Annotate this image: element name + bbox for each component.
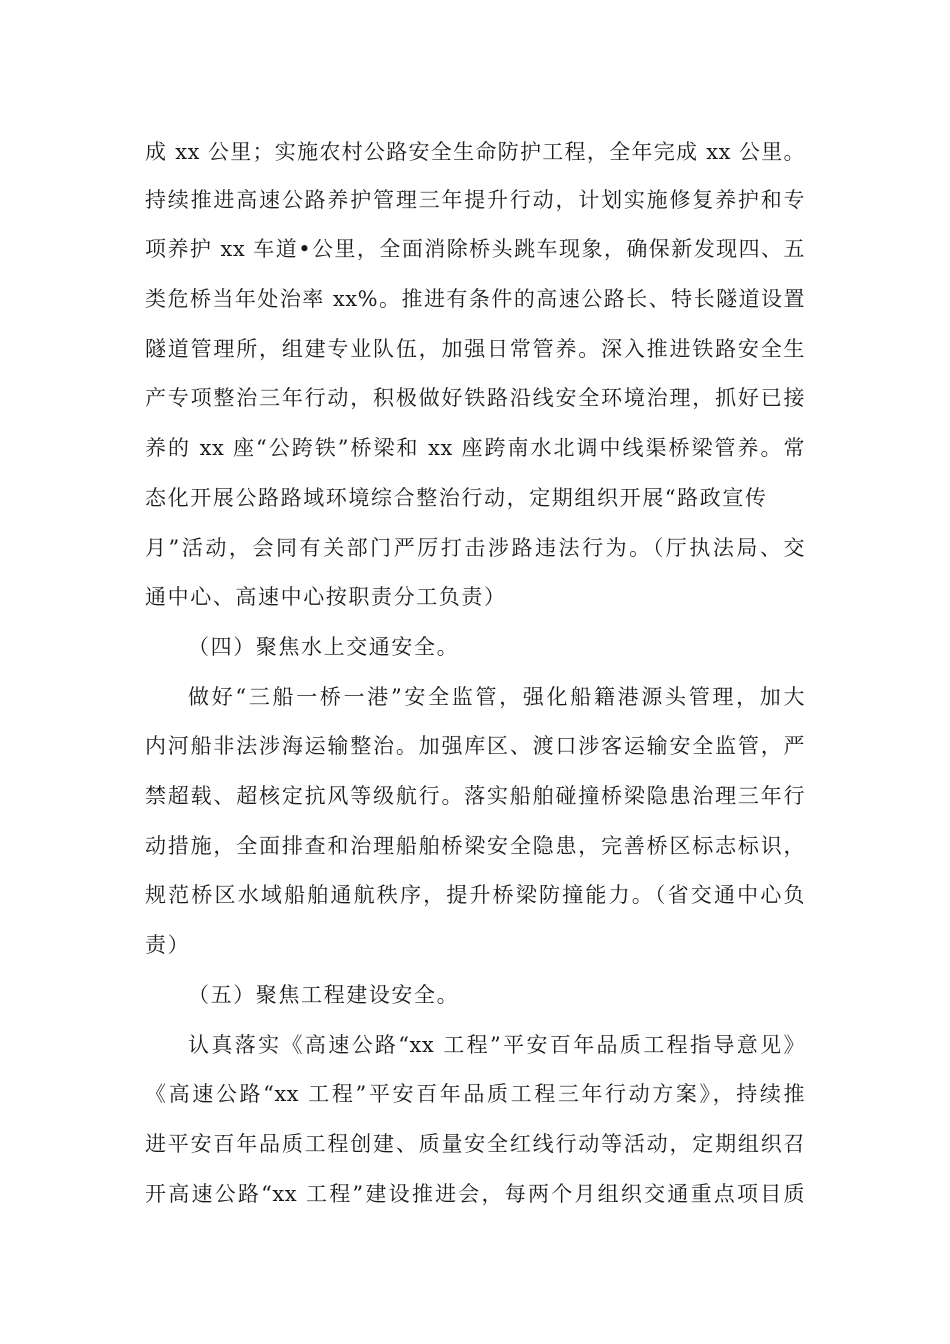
paragraph-line: 做好“三船一桥一港”安全监管，强化船籍港源头管理，加大 xyxy=(188,685,805,709)
paragraph-line: 隧道管理所，组建专业队伍，加强日常管养。深入推进铁路安全生 xyxy=(145,337,805,361)
paragraph-line: 产专项整治三年行动，积极做好铁路沿线安全环境治理，抓好已接 xyxy=(145,386,805,410)
paragraph-line: 内河船非法涉海运输整治。加强库区、渡口涉客运输安全监管，严 xyxy=(145,734,805,758)
section-heading-5: （五）聚焦工程建设安全。 xyxy=(188,983,460,1007)
paragraph-line: 项养护 xx 车道•公里，全面消除桥头跳车现象，确保新发现四、五 xyxy=(145,237,805,261)
paragraph-line: 禁超载、超核定抗风等级航行。落实船舶碰撞桥梁隐患治理三年行 xyxy=(145,784,805,808)
paragraph-line: 责） xyxy=(145,933,191,957)
paragraph-line: 规范桥区水域船舶通航秩序，提升桥梁防撞能力。（省交通中心负 xyxy=(145,883,805,907)
paragraph-line: 类危桥当年处治率 xx%。推进有条件的高速公路长、特长隧道设置 xyxy=(145,287,805,311)
paragraph-line: 开高速公路“xx 工程”建设推进会，每两个月组织交通重点项目质 xyxy=(145,1182,805,1206)
paragraph-line: 通中心、高速中心按职责分工负责） xyxy=(145,585,507,609)
paragraph-line: 进平安百年品质工程创建、质量安全红线行动等活动，定期组织召 xyxy=(145,1132,805,1156)
paragraph-line: 态化开展公路路域环境综合整治行动，定期组织开展“路政宣传 xyxy=(145,486,768,510)
section-heading-4: （四）聚焦水上交通安全。 xyxy=(188,635,460,659)
paragraph-line: 《高速公路“xx 工程”平安百年品质工程三年行动方案》，持续推 xyxy=(145,1082,805,1106)
paragraph-line: 持续推进高速公路养护管理三年提升行动，计划实施修复养护和专 xyxy=(145,188,805,212)
paragraph-line: 月”活动，会同有关部门严厉打击涉路违法行为。（厅执法局、交 xyxy=(145,536,805,560)
paragraph-line: 动措施，全面排查和治理船舶桥梁安全隐患，完善桥区标志标识， xyxy=(145,834,805,858)
paragraph-line: 养的 xx 座“公跨铁”桥梁和 xx 座跨南水北调中线渠桥梁管养。常 xyxy=(145,436,805,460)
paragraph-line: 成 xx 公里；实施农村公路安全生命防护工程，全年完成 xx 公里。 xyxy=(145,140,805,164)
paragraph-line: 认真落实《高速公路“xx 工程”平安百年品质工程指导意见》 xyxy=(188,1033,805,1057)
